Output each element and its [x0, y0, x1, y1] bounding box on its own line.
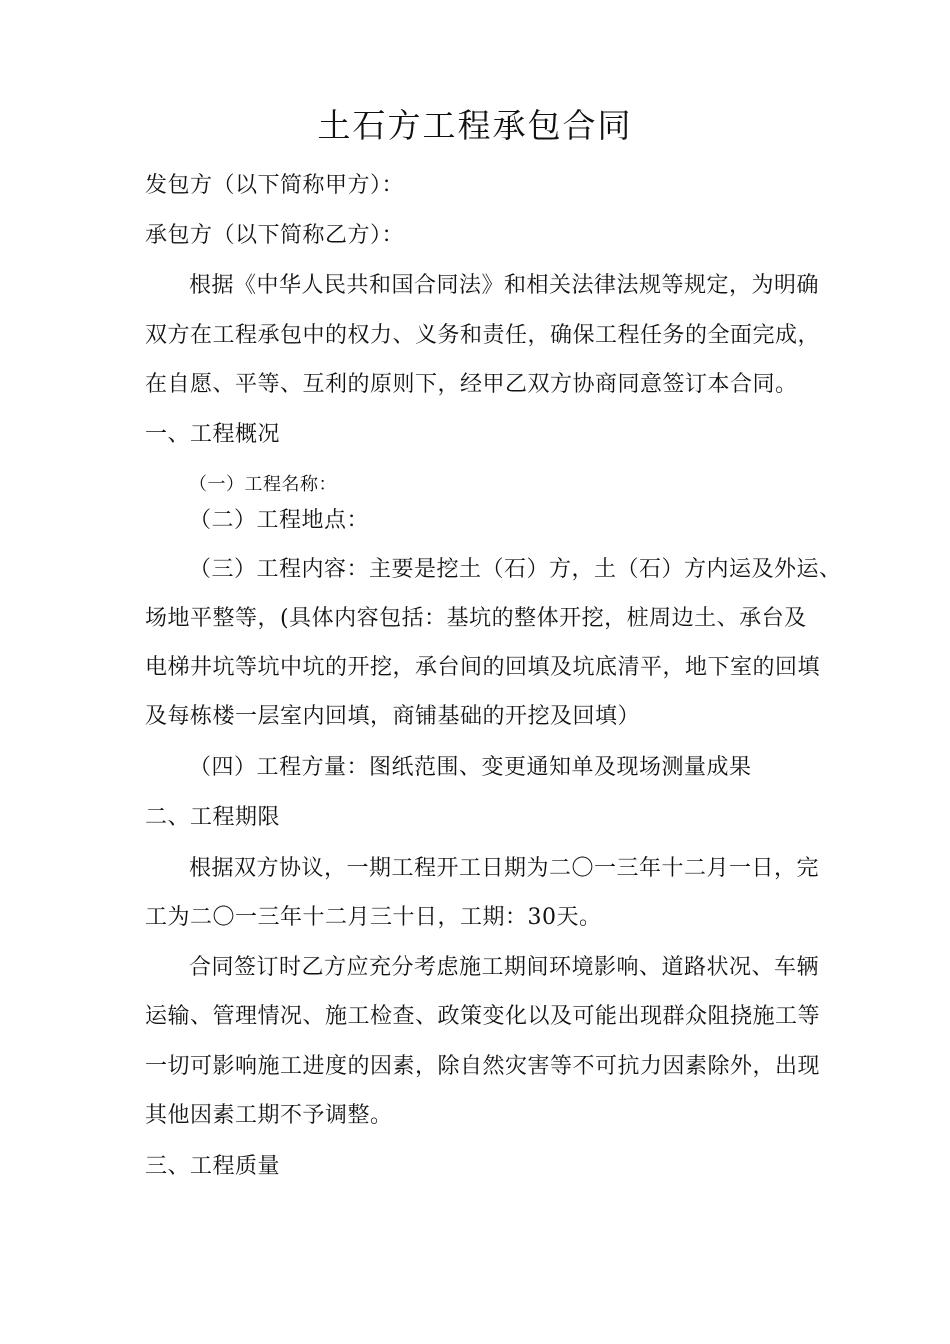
paragraph-line: 合同签订时乙方应充分考虑施工期间环境影响、道路状况、车辆 — [189, 955, 820, 980]
section-heading: 三、工程质量 — [145, 1154, 281, 1179]
paragraph-line: 在自愿、平等、互利的原则下，经甲乙双方协商同意签订本合同。 — [145, 372, 798, 397]
project-name-line: （一）工程名称： — [189, 474, 337, 495]
paragraph-line: 运输、管理情况、施工检查、政策变化以及可能出现群众阻挠施工等 — [145, 1004, 821, 1029]
paragraph-line: 一切可影响施工进度的因素，除自然灾害等不可抗力因素除外，出现 — [145, 1054, 821, 1079]
paragraph-line: （四）工程方量：图纸范围、变更通知单及现场测量成果 — [189, 755, 752, 780]
paragraph-line: 工为二〇一三年十二月三十日，工期：30天。 — [145, 905, 602, 930]
section-heading: 二、工程期限 — [145, 805, 281, 830]
paragraph-line: 根据《中华人民共和国合同法》和相关法律法规等规定，为明确 — [189, 273, 820, 298]
section-heading: 一、工程概况 — [145, 422, 281, 447]
document-title: 土石方工程承包合同 — [317, 106, 633, 145]
project-location-line: （二）工程地点： — [189, 508, 370, 533]
paragraph-line: 双方在工程承包中的权力、义务和责任，确保工程任务的全面完成， — [145, 323, 821, 348]
paragraph-line: 根据双方协议，一期工程开工日期为二〇一三年十二月一日，完 — [189, 856, 820, 881]
party-b-line: 承包方（以下简称乙方）： — [145, 223, 405, 248]
paragraph-line: （三）工程内容：主要是挖土（石）方，土（石）方内运及外运、 — [189, 557, 842, 582]
party-a-line: 发包方（以下简称甲方）： — [145, 173, 405, 198]
paragraph-line: 场地平整等，(具体内容包括：基坑的整体开挖，桩周边土、承台及 — [145, 606, 807, 631]
paragraph-line: 及每栋楼一层室内回填，商铺基础的开挖及回填） — [145, 704, 641, 729]
paragraph-line: 其他因素工期不予调整。 — [145, 1103, 393, 1128]
paragraph-line: 电梯井坑等坑中坑的开挖，承台间的回填及坑底清平，地下室的回填 — [145, 655, 821, 680]
